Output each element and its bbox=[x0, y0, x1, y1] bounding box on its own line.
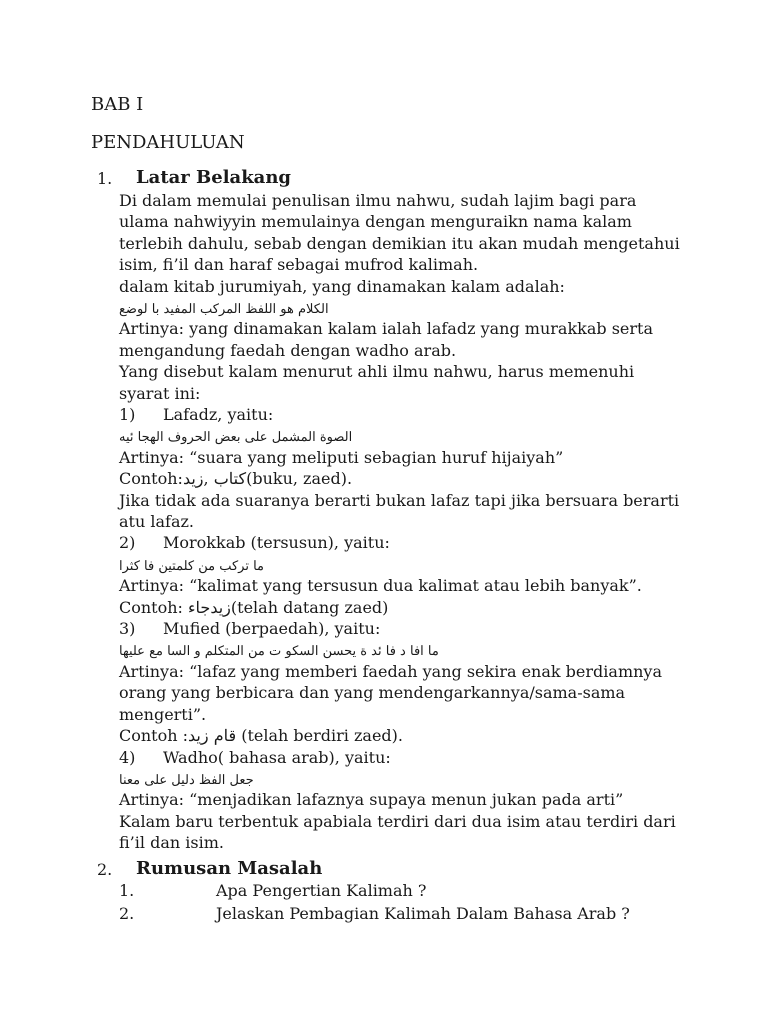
section2-title: Rumusan Masalah bbox=[136, 858, 323, 879]
paragraph-line: Contoh: زيدجاء(telah datang zaed) bbox=[119, 597, 389, 617]
bab-heading: BAB I bbox=[91, 94, 144, 115]
item-arabic: ما تركب من كلمتين فا كثرا bbox=[119, 558, 265, 574]
paragraph-line: Yang disebut kalam menurut ahli ilmu nahwu, harus memenuhi bbox=[119, 362, 635, 382]
paragraph-line: Contoh :قام زيد (telah berdiri zaed). bbox=[119, 726, 403, 746]
item-arabic: ما افا د فا ئد ة يحسن السكو ت من المتكلم و السا مع عليها bbox=[119, 644, 439, 660]
chapter-title: PENDAHULUAN bbox=[91, 132, 245, 153]
list-item bbox=[119, 618, 679, 639]
paragraph-line: Di dalam memulai penulisan ilmu nahwu, sudah lajim bagi para bbox=[119, 191, 637, 210]
list-item bbox=[119, 747, 679, 768]
paragraph-line: dalam kitab jurumiyah, yang dinamakan kalam adalah: bbox=[119, 276, 565, 296]
item-text: Jelaskan Pembagian Kalimah Dalam Bahasa Arab ? bbox=[216, 904, 630, 923]
arabic-definition: الكلام هو اللفظ المركب المفيد با لوضع bbox=[119, 302, 329, 318]
paragraph-line: mengerti”. bbox=[119, 704, 207, 724]
paragraph-line: mengandung faedah dengan wadho arab. bbox=[119, 340, 457, 360]
item-number: 3) bbox=[119, 619, 136, 639]
paragraph-line: fi’il dan isim. bbox=[119, 833, 224, 853]
paragraph-line: atu lafaz. bbox=[119, 512, 194, 532]
item-number: 2) bbox=[119, 533, 136, 553]
section2-number: 2. bbox=[97, 860, 113, 879]
item-label: Mufied (berpaedah), yaitu: bbox=[163, 619, 381, 639]
item-label: Lafadz, yaitu: bbox=[163, 405, 274, 425]
list-item bbox=[119, 532, 679, 553]
item-arabic: الصوة المشمل على بعض الحروف الهجا ئيه bbox=[119, 430, 353, 446]
paragraph-line: Artinya: “suara yang meliputi sebagian huruf hijaiyah” bbox=[119, 447, 564, 467]
item-text: Apa Pengertian Kalimah ? bbox=[216, 881, 427, 900]
paragraph-line: Artinya: “menjadikan lafaznya supaya menun jukan pada arti” bbox=[119, 790, 624, 810]
paragraph-line: Artinya: yang dinamakan kalam ialah lafadz yang murakkab serta bbox=[119, 319, 654, 339]
paragraph-line: Artinya: “lafaz yang memberi faedah yang sekira enak berdiamnya bbox=[119, 661, 662, 681]
paragraph-line: Artinya: “kalimat yang tersusun dua kalimat atau lebih banyak”. bbox=[119, 576, 642, 596]
paragraph-line: terlebih dahulu, sebab dengan demikian itu akan mudah mengetahui bbox=[119, 233, 680, 253]
item-arabic: جعل الفظ دليل على معنا bbox=[119, 772, 254, 788]
item-number: 2. bbox=[119, 904, 135, 923]
paragraph-line: Kalam baru terbentuk apabiala terdiri dari dua isim atau terdiri dari bbox=[119, 811, 676, 831]
paragraph-line: ulama nahwiyyin memulainya dengan menguraikn nama kalam bbox=[119, 212, 632, 232]
paragraph-line: Contoh:كتاب ,زيد(buku, zaed). bbox=[119, 469, 353, 489]
item-label: Wadho( bahasa arab), yaitu: bbox=[163, 747, 391, 767]
item-number: 1) bbox=[119, 405, 136, 425]
list-item bbox=[119, 903, 630, 925]
paragraph-line: Jika tidak ada suaranya berarti bukan lafaz tapi jika bersuara berarti bbox=[119, 490, 680, 510]
item-number: 1. bbox=[119, 881, 135, 900]
paragraph-line: isim, fi’il dan haraf sebagai mufrod kalimah. bbox=[119, 255, 479, 275]
section1-body bbox=[119, 190, 679, 854]
list-item bbox=[119, 880, 426, 902]
item-label: Morokkab (tersusun), yaitu: bbox=[163, 533, 390, 553]
list-item bbox=[119, 404, 679, 425]
section1-title: Latar Belakang bbox=[136, 167, 292, 188]
paragraph-line: syarat ini: bbox=[119, 383, 201, 403]
item-number: 4) bbox=[119, 747, 136, 767]
section1-number: 1. bbox=[97, 169, 113, 188]
paragraph-line: orang yang berbicara dan yang mendengarkannya/sama-sama bbox=[119, 683, 626, 703]
